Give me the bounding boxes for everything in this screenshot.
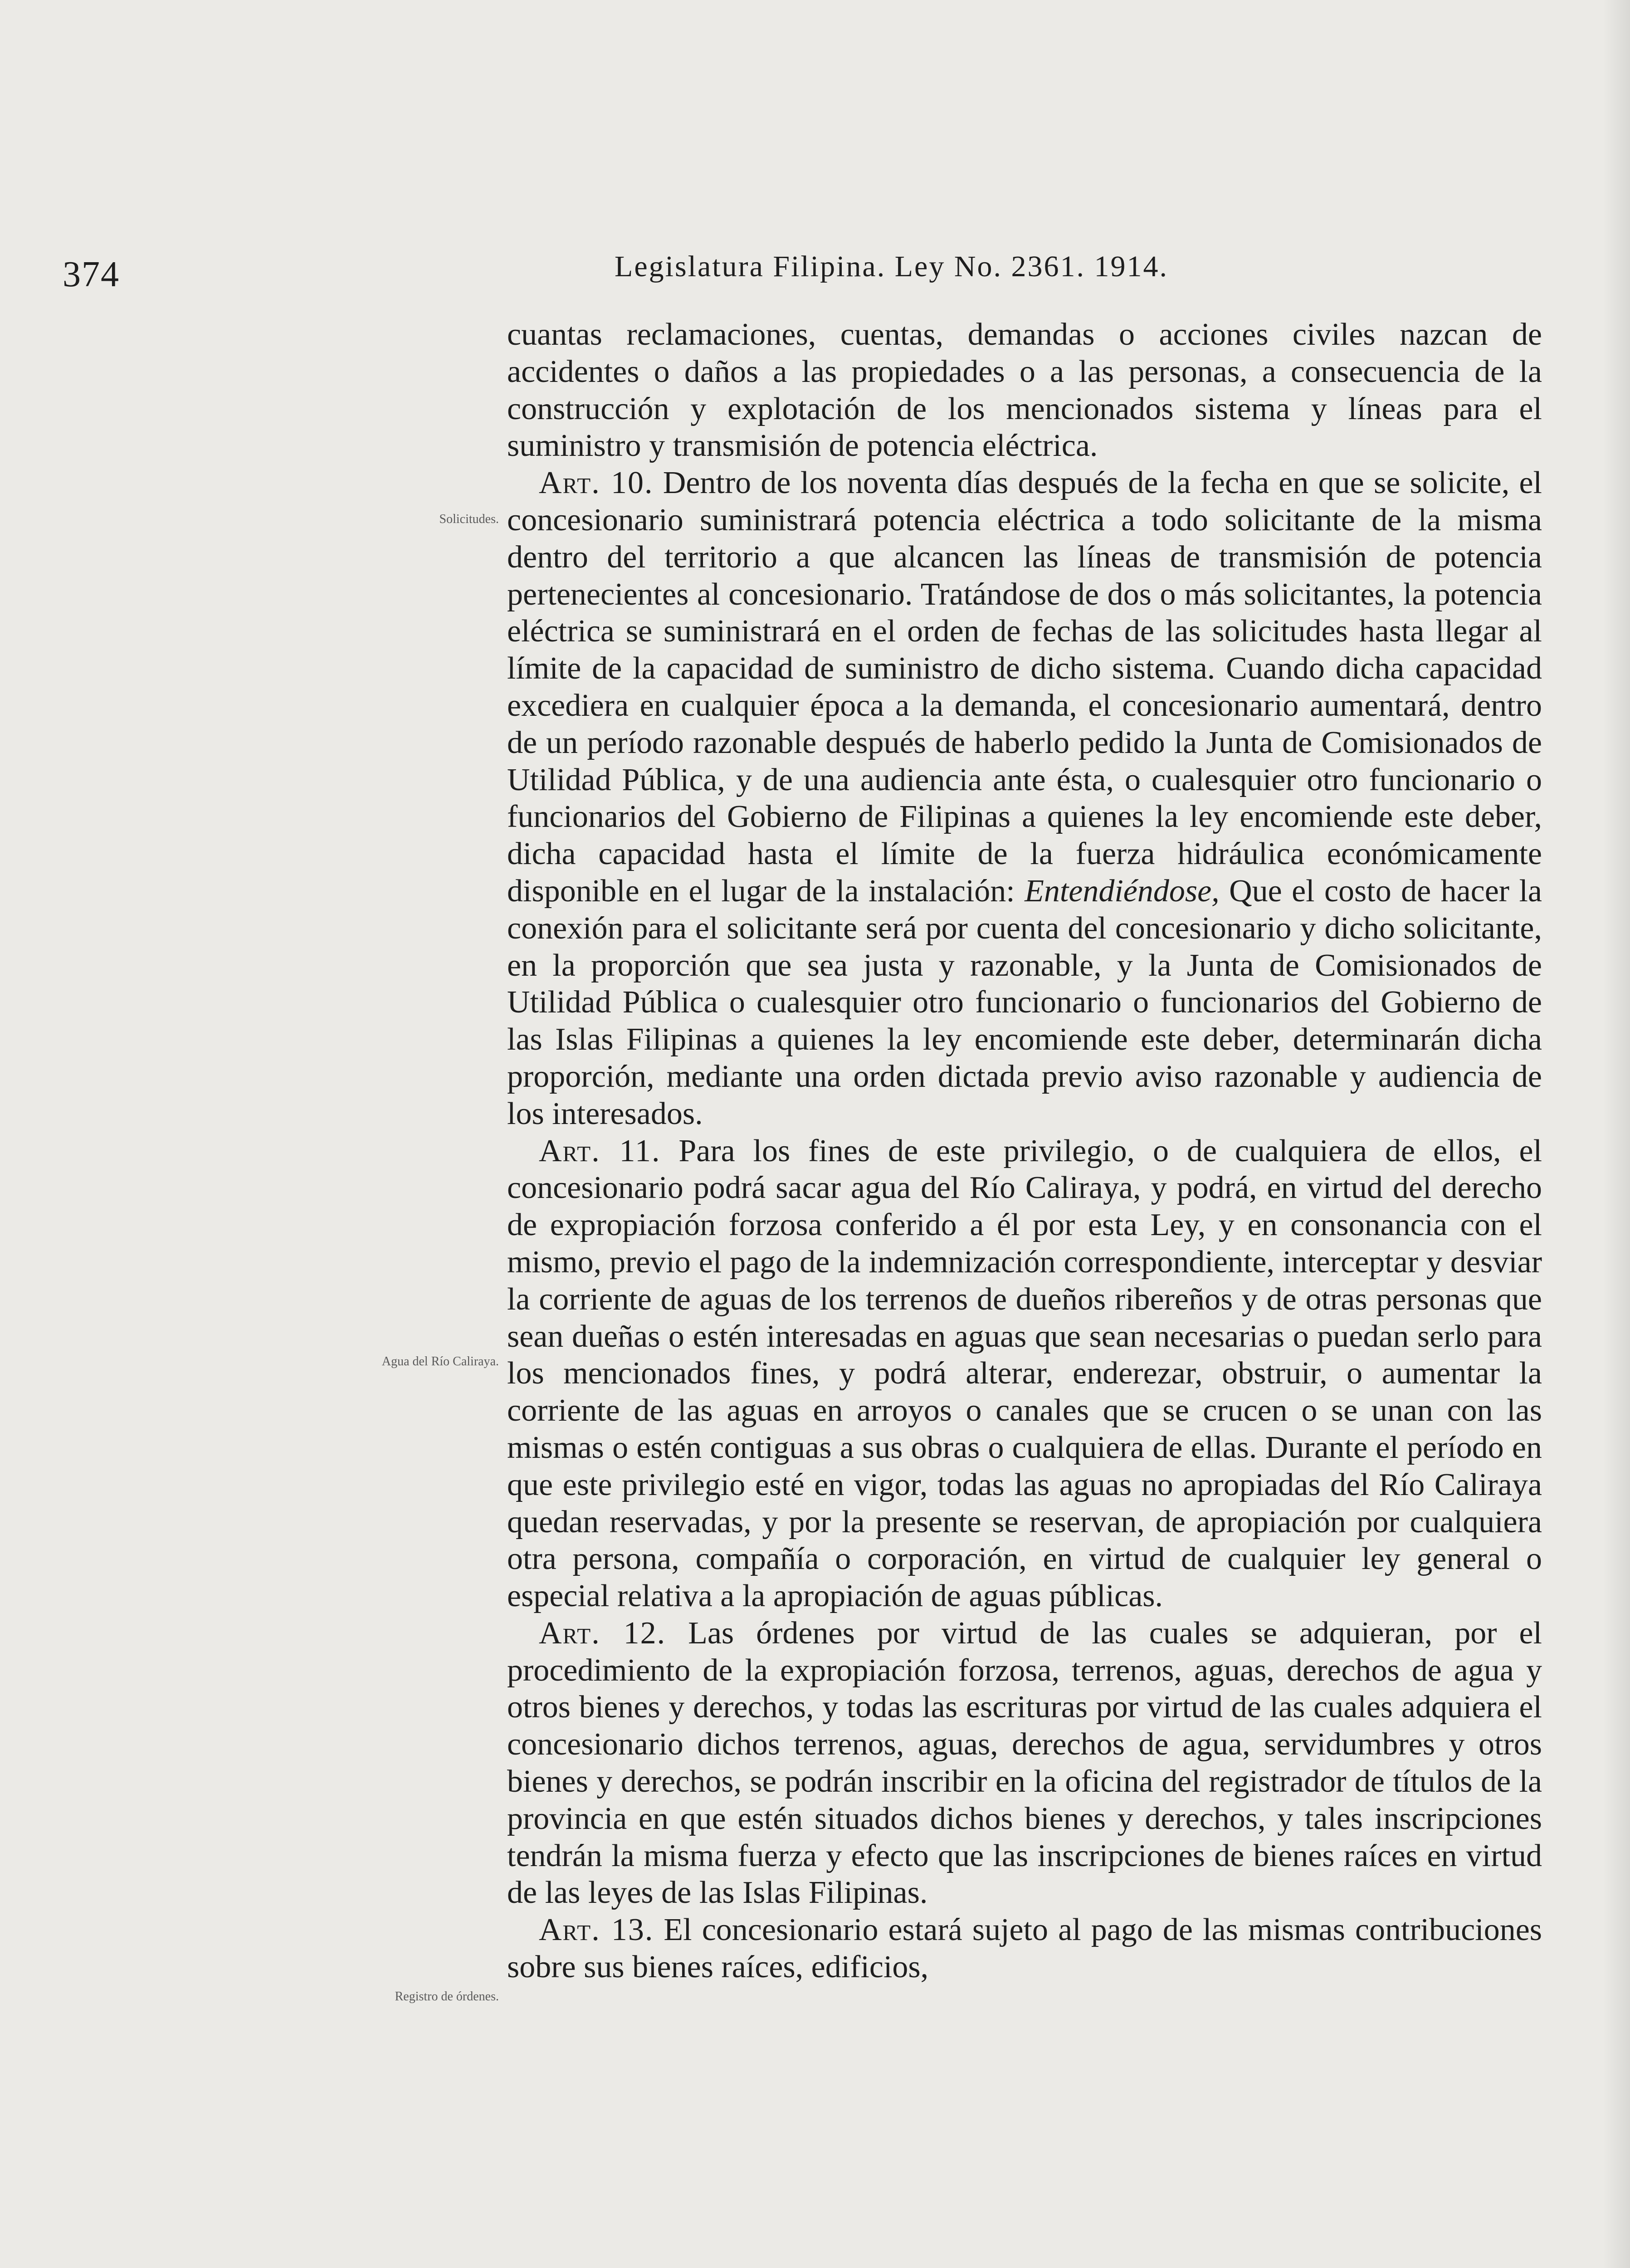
page-edge-shadow [1603, 0, 1630, 2268]
margin-note-registro-ordenes: Registro de órdenes. [395, 1989, 499, 2004]
paragraph-art-10 [507, 464, 1542, 1132]
article-13-label: Art. 13. [539, 1912, 654, 1948]
article-10-text-b: Que el costo de hacer la conexión para el solicitante será por cuenta del concesionario y dicho solicitante, en la proporción que sea justa y razonable, y la Junta de Comisionados de Utilidad Pública o cualesquier otro funcionario o funcionarios del Gobierno de las Islas Filipinas a quienes la ley encomiende este deber, determinarán dicha proporción, mediante una orden dictada previo aviso razonable y audiencia de los interesados. [507, 873, 1542, 1131]
article-11-text: Para los fines de este privilegio, o de cualquiera de ellos, el concesionario podrá sacar agua del Río Caliraya, y podrá, en virtud del derecho de expropiación forzosa conferido a él por esta Ley, y en consonancia con el mismo, previo el pago de la indemnización correspondiente, interceptar y desviar la corriente de aguas de los terrenos de dueños ribereños y de otras personas que sean dueñas o estén interesadas en aguas que sean necesarias o puedan serlo para los mencionados fines, y podrá alterar, enderezar, obstruir, o aumentar la corriente de las aguas en arroyos o canales que se crucen o se unan con las mismas o estén contiguas a sus obras o cualquiera de ellas. Durante el período en que este privilegio esté en vigor, todas las aguas no apropiadas del Río Caliraya quedan reservadas, y por la presente se reservan, de apropiación por cualquiera otra persona, compañía o corporación, en virtud de cualquier ley general o especial relativa a la apropiación de aguas públicas. [507, 1133, 1542, 1614]
running-head: Legislatura Filipina. Ley No. 2361. 1914. [615, 250, 1168, 283]
article-13-text: El concesionario estará sujeto al pago de las mismas contribuciones sobre sus bienes raíces, edificios, [507, 1912, 1542, 1985]
paragraph-art-12 [507, 1615, 1542, 1911]
article-10-label: Art. 10. [539, 465, 654, 501]
page-number: 374 [63, 254, 120, 294]
article-10-text-a: Dentro de los noventa días después de la fecha en que se solicite, el concesionario suministrará potencia eléctrica a todo solicitante de la misma dentro del territorio a que alcancen las líneas de transmisión de potencia pertenecientes al concesionario. Tratándose de dos o más solicitantes, la potencia eléctrica se suministrará en el orden de fechas de las solicitudes hasta llegar al límite de la capacidad de suministro de dicho sistema. Cuando dicha capacidad excediera en cualquier época a la demanda, el concesionario aumentará, dentro de un período razonable después de haberlo pedido la Junta de Comisionados de Utilidad Pública, y de una audiencia ante ésta, o cualesquier otro funcionario o funcionarios del Gobierno de Filipinas a quienes la ley encomiende este deber, dicha capacidad hasta el límite de la fuerza hidráulica económicamente disponible en el lugar de la instalación: [507, 465, 1542, 909]
article-12-text: Las órdenes por virtud de las cuales se adquieran, por el procedimiento de la expropiación forzosa, terrenos, aguas, derechos de agua y otros bienes y derechos, y todas las escrituras por virtud de las cuales adquiera el concesionario dichos terrenos, aguas, derechos de agua, servidumbres y otros bienes y derechos, se podrán inscribir en la oficina del registrador de títulos de la provincia en que estén situados dichos bienes y derechos, y tales inscripciones tendrán la misma fuerza y efecto que las inscripciones de bienes raíces en virtud de las leyes de las Islas Filipinas. [507, 1615, 1542, 1911]
article-12-label: Art. 12. [539, 1615, 666, 1651]
paragraph-intro: cuantas reclamaciones, cuentas, demandas o acciones civiles nazcan de accidentes o daños a las propiedades o a las personas, a consecuencia de la construcción y explotación de los mencionados sistema y líneas para el suministro y transmisión de potencia eléctrica. [507, 317, 1542, 464]
article-11-label: Art. 11. [539, 1133, 661, 1168]
paragraph-art-13 [507, 1911, 1542, 1986]
article-10-italic: Entendiéndose, [1025, 873, 1220, 909]
margin-note-solicitudes: Solicitudes. [439, 512, 499, 526]
margin-note-agua-rio-caliraya: Agua del Río Caliraya. [381, 1354, 499, 1369]
paragraph-art-11 [507, 1133, 1542, 1615]
body-text [507, 316, 1542, 1986]
